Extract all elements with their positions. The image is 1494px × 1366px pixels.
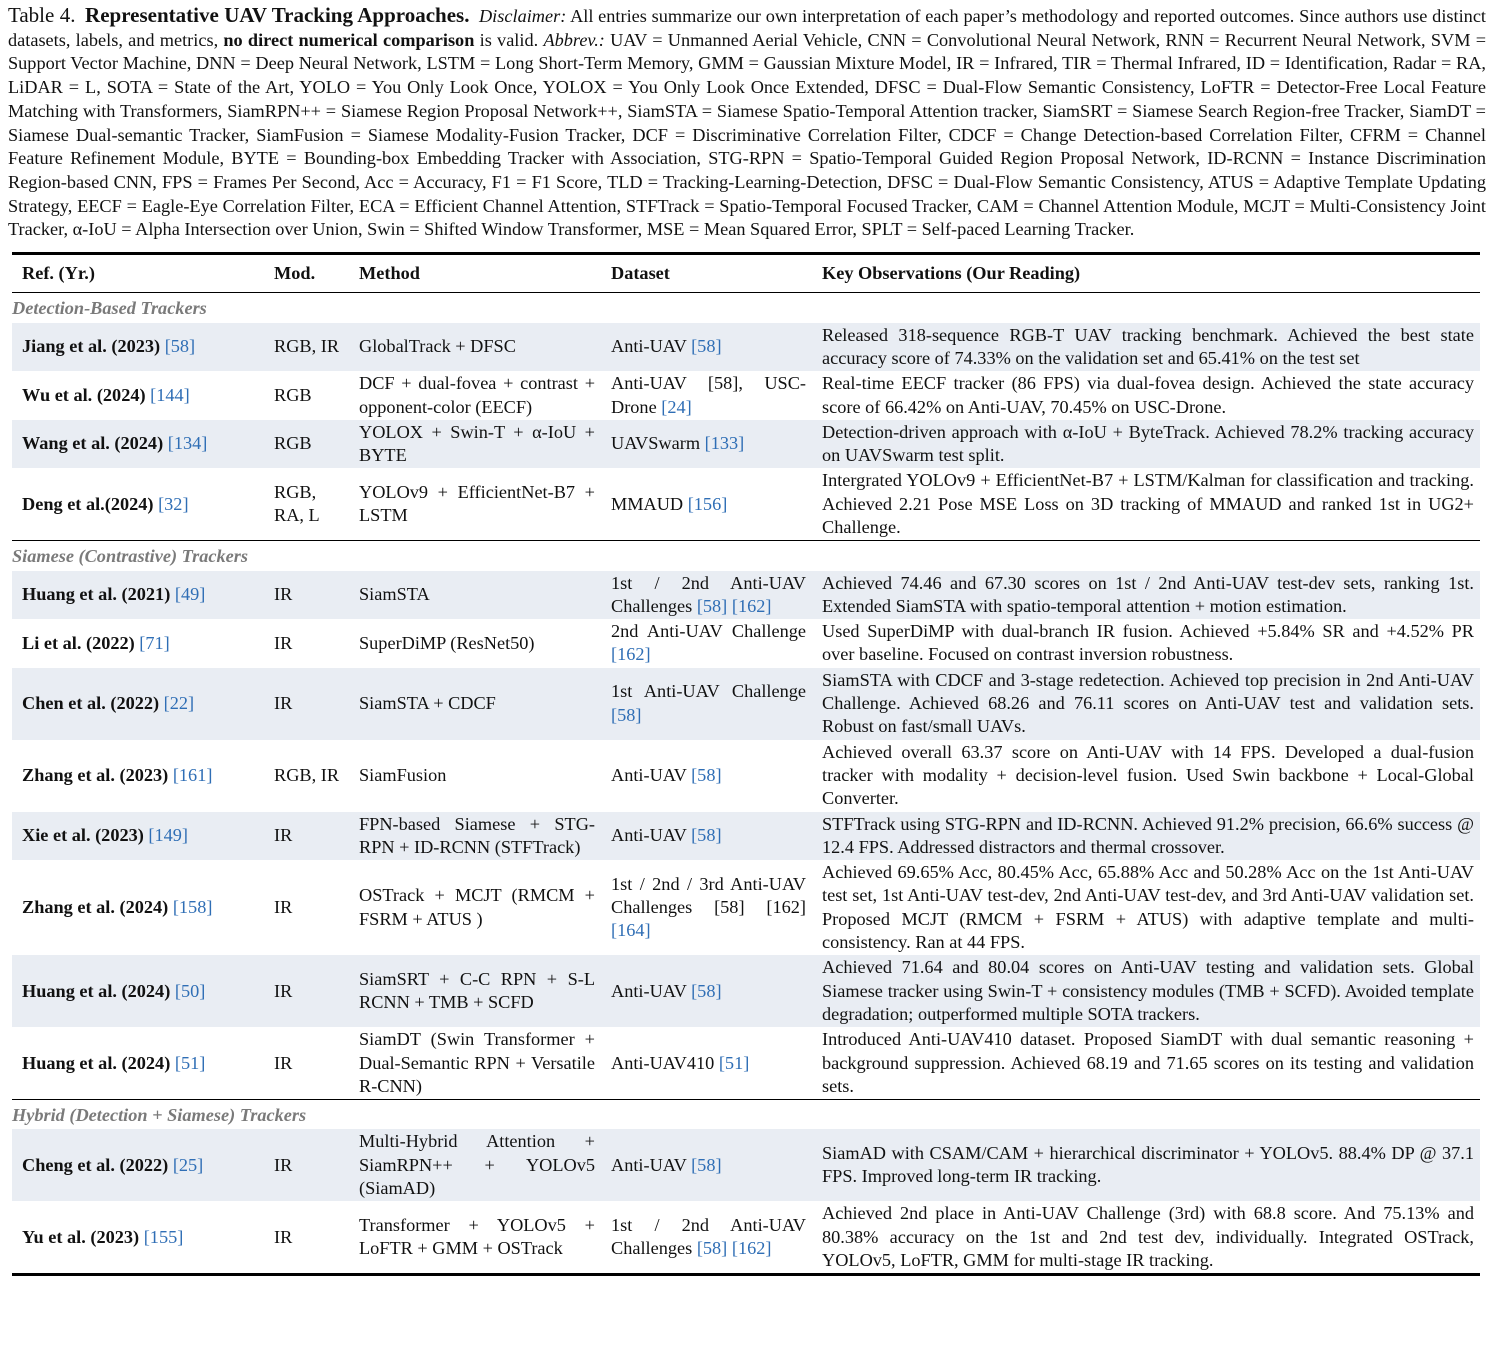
cell-ref — [12, 323, 264, 372]
cell-dataset — [601, 323, 812, 372]
cell-method: GlobalTrack + DFSC — [349, 323, 601, 372]
cell-modality: RGB, RA, L — [274, 482, 320, 526]
cell-method: SiamDT (Swin Transformer + Dual-Semantic RPN + Versatile R-CNN) — [359, 1029, 595, 1096]
ref-citation-link[interactable]: [58] — [164, 336, 196, 357]
cell-ref — [12, 619, 264, 668]
table-row — [12, 468, 1480, 540]
cell-modality: IR — [274, 632, 293, 653]
table-row — [12, 323, 1480, 372]
cell-dataset — [601, 571, 812, 620]
table-row — [12, 1129, 1480, 1201]
cell-modality: IR — [264, 1129, 349, 1201]
cell-modality: IR — [264, 955, 349, 1027]
cell-modality: IR — [264, 571, 349, 620]
cell-method: Transformer + YOLOv5 + LoFTR + GMM + OSTrack — [349, 1201, 601, 1274]
ref-author: Jiang et al. (2023) — [22, 336, 161, 357]
ref-author: Deng et al.(2024) — [22, 493, 154, 514]
cell-observations: SiamAD with CSAM/CAM + hierarchical discriminator + YOLOv5. 88.4% DP @ 37.1 FPS. Improved long-term IR tracking. — [812, 1129, 1480, 1201]
section-title: Hybrid (Detection + Siamese) Trackers — [12, 1100, 1480, 1130]
header-mod: Mod. — [264, 254, 349, 293]
cell-method: SiamFusion — [359, 764, 447, 785]
dataset-citation-link[interactable]: [51] — [718, 1052, 750, 1073]
cell-dataset — [601, 468, 812, 540]
caption-disclaimer-bold: no direct numerical comparison — [223, 29, 475, 50]
dataset-citation-link[interactable]: [162] — [611, 644, 651, 665]
cell-ref — [12, 812, 264, 861]
dataset-citation-link[interactable]: [58] — [691, 1154, 722, 1175]
cell-method: SiamSRT + C-C RPN + S-L RCNN + TMB + SCFD — [349, 955, 601, 1027]
dataset-citation-link-2[interactable]: [162] — [731, 1238, 772, 1259]
caption-abbrev-text: UAV = Unmanned Aerial Vehicle, CNN = Convolutional Neural Network, RNN = Recurrent Neural Network, SVM = Support Vector Machine, DNN = Deep Neural Network, LSTM = Long Short-Term Memory, GMM = Gaussian Mixture Model, IR = Infrared, TIR = Thermal Infrared, ID = Identification, Radar = RA, LiDAR = L, SOTA = State of the Art, YOLO = You Only Look Once, YOLOX = You Only Look Once Extended, DFSC = Dual-Flow Semantic Consistency, LoFTR = Detector-Free Local Feature Matching with Transformers, SiamRPN++ = Siamese Region Proposal Network++, SiamSTA = Siamese Spatio-Temporal Attention tracker, SiamSRT = Siamese Search Region-free Tracker, SiamDT = Siamese Dual-semantic Tracker, SiamFusion = Siamese Modality-Fusion Tracker, DCF = Discriminative Correlation Filter, CDCF = Change Detection-based Correlation Filter, CFRM = Channel Feature Refinement Module, BYTE = Bounding-box Embedding Tracker with Association, STG-RPN = Spatio-Temporal Guided Region Proposal Network, ID-RCNN = Instance Discrimination Region-based CNN, FPS = Frames Per Second, Acc = Accuracy, F1 = F1 Score, TLD = Tracking-Learning-Detection, DFSC = Dual-Flow Semantic Consistency, ATUS = Adaptive Template Updating Strategy, EECF = Eagle-Eye Correlation Filter, ECA = Efficient Channel Attention, STFTrack = Spatio-Temporal Focused Tracker, CAM = Channel Attention Module, MCJT = Multi-Consistency Joint Tracker, α-IoU = Alpha Intersection over Union, Swin = Shifted Window Transformer, MSE = Mean Squared Error, SPLT = Self-paced Learning Tracker. — [8, 29, 1487, 240]
cell-observations: Achieved overall 63.37 score on Anti-UAV with 14 FPS. Developed a dual-fusion tracker with modality + decision-level fusion. Used Swin backbone + Local-Global Converter. — [822, 741, 1474, 809]
dataset-name: 1st Anti-UAV Challenge — [611, 681, 806, 702]
ref-citation-link[interactable]: [134] — [167, 433, 208, 454]
cell-method: SiamSTA + CDCF — [349, 668, 601, 740]
ref-citation-link[interactable]: [49] — [174, 584, 206, 605]
dataset-citation-link-2[interactable]: [162] — [731, 595, 772, 616]
table-row — [12, 371, 1480, 420]
ref-author: Cheng et al. (2022) — [22, 1154, 169, 1175]
dataset-name: MMAUD — [611, 493, 684, 514]
ref-author: Huang et al. (2024) — [22, 980, 171, 1001]
dataset-citation-link[interactable]: [58] — [696, 595, 728, 616]
cell-method: OSTrack + MCJT (RMCM + FSRM + ATUS ) — [359, 885, 595, 929]
cell-observations: Introduced Anti-UAV410 dataset. Proposed SiamDT with dual semantic reasoning + background suppression. Achieved 68.19 and 71.65 scores on its testing and validation sets. — [822, 1029, 1474, 1096]
cell-ref — [12, 740, 264, 812]
cell-ref — [12, 1201, 264, 1274]
cell-observations: Achieved 2nd place in Anti-UAV Challenge (3rd) with 68.8 score. And 75.13% and 80.38% accuracy on the 1st and 2nd test dev, individually. Integrated OSTrack, YOLOv5, LoFTR, GMM for multi-stage IR tracking. — [812, 1201, 1480, 1274]
cell-modality: IR — [264, 1201, 349, 1274]
caption-disclaimer-label: Disclaimer: — [478, 6, 567, 26]
cell-dataset — [601, 371, 812, 420]
ref-citation-link[interactable]: [144] — [150, 384, 190, 405]
cell-dataset — [601, 812, 812, 861]
ref-author: Li et al. (2022) — [22, 632, 135, 653]
dataset-citation-link[interactable]: [58] — [611, 704, 642, 725]
ref-citation-link[interactable]: [71] — [139, 632, 170, 653]
ref-citation-link[interactable]: [155] — [143, 1226, 184, 1247]
ref-author: Chen et al. (2022) — [22, 693, 160, 714]
header-ref: Ref. (Yr.) — [12, 254, 264, 293]
paper-page — [8, 0, 1486, 1276]
table-header-row — [12, 254, 1480, 293]
dataset-citation-link[interactable]: [58] — [691, 980, 722, 1001]
header-method: Method — [349, 254, 601, 293]
dataset-name: Anti-UAV — [611, 1154, 687, 1175]
cell-modality: RGB, IR — [264, 323, 349, 372]
header-observations: Key Observations (Our Reading) — [812, 254, 1480, 293]
tracking-approaches-table — [12, 252, 1480, 1276]
cell-ref — [12, 1027, 264, 1099]
cell-ref — [12, 371, 264, 420]
dataset-citation-link[interactable]: [156] — [687, 493, 728, 514]
dataset-name: 1st / 2nd / 3rd Anti-UAV Challenges [58] [162] — [611, 873, 806, 918]
dataset-name: Anti-UAV [58], USC-Drone — [611, 373, 806, 417]
table-row — [12, 740, 1480, 812]
cell-dataset — [601, 1129, 812, 1201]
ref-author: Zhang et al. (2023) — [22, 764, 169, 785]
ref-author: Yu et al. (2023) — [22, 1226, 140, 1247]
cell-dataset — [601, 420, 812, 469]
caption-disclaimer-text: All entries summarize our own interpretation of each paper’s methodology and reported outcomes. Since authors use distinct datasets, labels, and metrics, — [8, 6, 1487, 50]
ref-citation-link[interactable]: [50] — [174, 980, 206, 1001]
table-row — [12, 420, 1480, 469]
ref-citation-link[interactable]: [22] — [163, 693, 195, 714]
cell-dataset — [601, 740, 812, 812]
dataset-name: Anti-UAV — [611, 980, 687, 1001]
ref-author: Wang et al. (2024) — [22, 433, 164, 454]
cell-observations: Achieved 74.46 and 67.30 scores on 1st / 2nd Anti-UAV test-dev sets, ranking 1st. Extended SiamSTA with spatio-temporal attention + motion estimation. — [812, 571, 1480, 620]
table-row — [12, 571, 1480, 620]
table-row — [12, 668, 1480, 740]
cell-ref — [12, 571, 264, 620]
table-body — [12, 293, 1480, 1275]
dataset-name: Anti-UAV — [611, 764, 687, 785]
dataset-citation-link[interactable]: [58] — [691, 764, 722, 785]
caption-disclaimer-end: is valid. — [479, 29, 539, 50]
dataset-name: UAVSwarm — [611, 433, 701, 454]
cell-ref — [12, 468, 264, 540]
table-row — [12, 1201, 1480, 1274]
cell-method: YOLOX + Swin-T + α-IoU + BYTE — [349, 420, 601, 469]
ref-author: Zhang et al. (2024) — [22, 897, 169, 918]
section-title: Detection-Based Trackers — [12, 293, 1480, 323]
cell-dataset — [601, 860, 812, 955]
table-row — [12, 860, 1480, 955]
cell-observations: Intergrated YOLOv9 + EfficientNet-B7 + LSTM/Kalman for classification and tracking. Achieved 2.21 Pose MSE Loss on 3D tracking of MMAUD and ranked 1st in UG2+ Challenge. — [822, 470, 1474, 537]
ref-author: Xie et al. (2023) — [22, 825, 144, 846]
dataset-citation-link[interactable]: [58] — [691, 336, 722, 357]
section-row-detection — [12, 293, 1480, 323]
cell-modality: RGB — [264, 420, 349, 469]
ref-citation-link[interactable]: [25] — [172, 1154, 204, 1175]
cell-ref — [12, 420, 264, 469]
cell-observations: STFTrack using STG-RPN and ID-RCNN. Achieved 91.2% precision, 66.6% success @ 12.4 FPS. Addressed distractors and thermal crossover. — [812, 812, 1480, 861]
cell-modality: RGB, IR — [274, 764, 340, 785]
dataset-name: Anti-UAV — [611, 825, 687, 846]
section-title: Siamese (Contrastive) Trackers — [12, 541, 1480, 571]
cell-observations: SiamSTA with CDCF and 3-stage redetection. Achieved top precision in 2nd Anti-UAV Challenge. Achieved 68.26 and 76.11 scores on Anti-UAV test and validation sets. Robust on fast/small UAVs. — [812, 668, 1480, 740]
ref-citation-link[interactable]: [149] — [148, 825, 189, 846]
cell-method: DCF + dual-fovea + contrast + opponent-color (EECF) — [359, 373, 595, 417]
ref-author: Huang et al. (2024) — [22, 1052, 171, 1073]
dataset-name: Anti-UAV — [611, 336, 687, 357]
dataset-citation-link[interactable]: [164] — [611, 920, 651, 941]
cell-ref — [12, 955, 264, 1027]
cell-dataset — [601, 1027, 812, 1099]
cell-modality: IR — [274, 897, 293, 918]
cell-dataset — [601, 619, 812, 668]
cell-dataset — [601, 1201, 812, 1274]
cell-method: SiamSTA — [349, 571, 601, 620]
cell-observations: Released 318-sequence RGB-T UAV tracking benchmark. Achieved the best state accuracy score of 74.33% on the validation set and 65.41% on the test set — [812, 323, 1480, 372]
dataset-name: 1st / 2nd Anti-UAV Challenges — [611, 572, 806, 616]
dataset-citation-link[interactable]: [58] — [696, 1238, 728, 1259]
table-row — [12, 1027, 1480, 1099]
cell-ref — [12, 1129, 264, 1201]
section-row-hybrid — [12, 1100, 1480, 1130]
table-row — [12, 619, 1480, 668]
cell-method: FPN-based Siamese + STG-RPN + ID-RCNN (STFTrack) — [349, 812, 601, 861]
cell-dataset — [601, 668, 812, 740]
cell-observations: Used SuperDiMP with dual-branch IR fusion. Achieved +5.84% SR and +4.52% PR over baseline. Focused on contrast inversion robustness. — [822, 621, 1474, 665]
cell-method: SuperDiMP (ResNet50) — [359, 632, 535, 653]
ref-citation-link[interactable]: [51] — [174, 1052, 206, 1073]
cell-observations: Achieved 69.65% Acc, 80.45% Acc, 65.88% Acc and 50.28% Acc on the 1st Anti-UAV test set, 1st Anti-UAV test-dev, 2nd Anti-UAV test-dev, and 3rd Anti-UAV validation set. Proposed MCJT (RMCM + FSRM + ATUS) with adaptive template and multi-consistency. Ran at 44 FPS. — [822, 862, 1474, 953]
dataset-citation-link[interactable]: [58] — [691, 825, 722, 846]
cell-modality: IR — [264, 668, 349, 740]
table-caption — [8, 4, 1486, 242]
cell-observations: Detection-driven approach with α-IoU + ByteTrack. Achieved 78.2% tracking accuracy on UAVSwarm test split. — [812, 420, 1480, 469]
ref-author: Huang et al. (2021) — [22, 584, 171, 605]
ref-citation-link[interactable]: [32] — [158, 493, 189, 514]
dataset-name: 1st / 2nd Anti-UAV Challenges — [611, 1214, 806, 1259]
cell-modality: IR — [264, 812, 349, 861]
cell-ref — [12, 668, 264, 740]
cell-modality: RGB — [274, 384, 312, 405]
cell-method: YOLOv9 + EfficientNet-B7 + LSTM — [359, 482, 595, 526]
cell-observations: Real-time EECF tracker (86 FPS) via dual-fovea design. Achieved the state accuracy score of 66.42% on Anti-UAV, 70.45% on USC-Drone. — [822, 373, 1474, 417]
ref-citation-link[interactable]: [158] — [172, 897, 213, 918]
cell-observations: Achieved 71.64 and 80.04 scores on Anti-UAV testing and validation sets. Global Siamese tracker using Swin-T + consistency modules (TMB + SCFD). Avoided template degradation; outperformed multiple SOTA trackers. — [812, 955, 1480, 1027]
cell-ref — [12, 860, 264, 955]
cell-method: Multi-Hybrid Attention + SiamRPN++ + YOLOv5 (SiamAD) — [349, 1129, 601, 1201]
header-dataset: Dataset — [601, 254, 812, 293]
ref-citation-link[interactable]: [161] — [172, 764, 213, 785]
cell-modality: IR — [274, 1052, 293, 1073]
dataset-name: Anti-UAV410 — [611, 1052, 715, 1073]
caption-title: Representative UAV Tracking Approaches. — [85, 3, 470, 27]
caption-abbrev-label: Abbrev.: — [543, 29, 605, 50]
section-row-siamese — [12, 541, 1480, 571]
caption-label: Table 4. — [8, 3, 76, 27]
dataset-citation-link[interactable]: [24] — [661, 396, 692, 417]
ref-author: Wu et al. (2024) — [22, 384, 146, 405]
dataset-citation-link[interactable]: [133] — [704, 433, 745, 454]
cell-dataset — [601, 955, 812, 1027]
table-row — [12, 955, 1480, 1027]
dataset-name: 2nd Anti-UAV Challenge — [611, 621, 806, 642]
table-row — [12, 812, 1480, 861]
